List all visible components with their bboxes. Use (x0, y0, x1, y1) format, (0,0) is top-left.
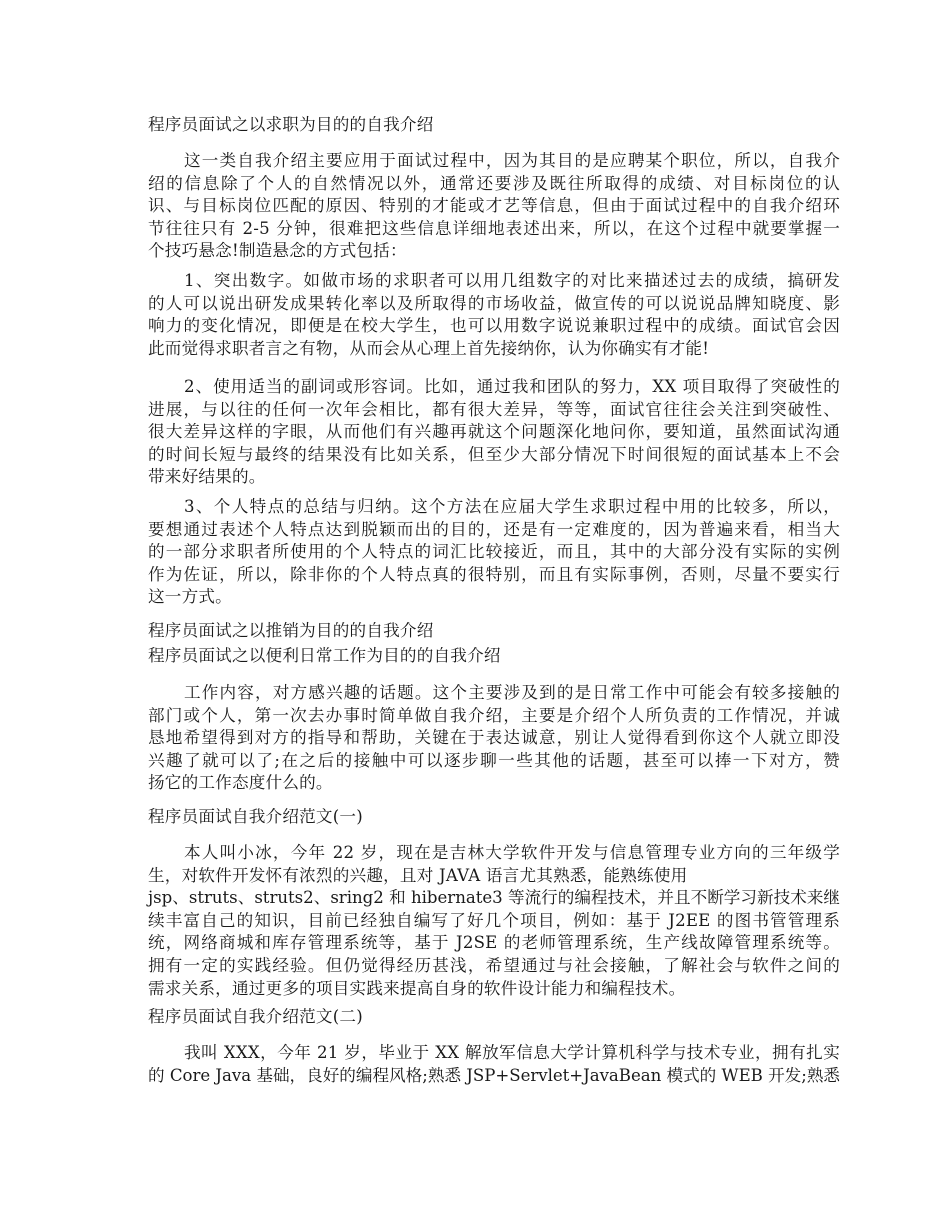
text-line: 1、突出数字。如做市场的求职者可以用几组数字的对比来描述过去的成绩，搞研发 (184, 271, 840, 290)
section-heading-sample-one: 程序员面试自我介绍范文(一) (148, 807, 363, 826)
text-line: 带来好结果的。 (148, 467, 266, 487)
text-line: 个技巧悬念!制造悬念的方式包括： (148, 241, 407, 261)
text-line: 工作内容，对方感兴趣的话题。这个主要涉及到的是日常工作中可能会有较多接触的 (184, 683, 840, 702)
text-line: 的 Core Java 基础，良好的编程风格;熟悉 JSP+Servlet+JavaBean 模式的 WEB 开发;熟悉 (148, 1065, 840, 1085)
text-line: 3、个人特点的总结与归纳。这个方法在应届大学生求职过程中用的比较多，所以， (184, 497, 840, 516)
section-heading-sample-two: 程序员面试自我介绍范文(二) (148, 1007, 363, 1026)
text-line: 识、与目标岗位匹配的原因、特别的才能或才艺等信息，但由于面试过程中的自我介绍环 (148, 196, 840, 216)
paragraph-daily-work (112, 682, 840, 795)
text-line: 统，网络商城和库存管理系统等，基于 J2SE 的老师管理系统，生产线故障管理系统等。 (148, 933, 840, 953)
text-line: 2、使用适当的副词或形容词。比如，通过我和团队的努力，XX 项目取得了突破性的 (184, 377, 840, 396)
text-line: 我叫 XXX，今年 21 岁，毕业于 XX 解放军信息大学计算机科学与技术专业，拥有扎实 (184, 1043, 840, 1062)
paragraph-adjectives (112, 376, 840, 489)
text-line: 部门或个人，第一次去办事时简单做自我介绍，主要是介绍个人所负责的工作情况，并诚 (148, 705, 840, 725)
section-heading-job-seeking: 程序员面试之以求职为目的的自我介绍 (148, 115, 434, 134)
text-line: 进展，与以往的任何一次年会相比，都有很大差异，等等，面试官往往会关注到突破性、 (148, 399, 840, 419)
text-line: 生，对软件开发怀有浓烈的兴趣，且对 JAVA 语言尤其熟悉，能熟练使用 (148, 865, 688, 885)
text-line: 作为佐证，所以，除非你的个人特点真的很特别，而且有实际事例，否则，尽量不要实行 (148, 564, 840, 584)
text-line: 很大差异这样的字眼，从而他们有兴趣再就这个问题深化地问你，要知道，虽然面试沟通 (148, 422, 840, 442)
text-line: 拥有一定的实践经验。但仍觉得经历甚浅，希望通过与社会接触，了解社会与软件之间的 (148, 955, 840, 975)
text-line: 恳地希望得到对方的指导和帮助，关键在于表达诚意，别让人觉得看到你这个人就立即没 (148, 728, 840, 748)
text-line: 这一类自我介绍主要应用于面试过程中，因为其目的是应聘某个职位，所以，自我介 (184, 151, 840, 170)
text-line: 扬它的工作态度什么的。 (148, 773, 333, 793)
text-line: 绍的信息除了个人的自然情况以外，通常还要涉及既往所取得的成绩、对目标岗位的认 (148, 173, 840, 193)
text-line: 要想通过表述个人特点达到脱颖而出的目的，还是有一定难度的，因为普遍来看，相当大 (148, 519, 840, 539)
text-line: 续丰富自己的知识，目前已经独自编写了好几个项目，例如：基于 J2EE 的图书管管理系 (148, 910, 840, 930)
text-line: 的一部分求职者所使用的个人特点的词汇比较接近，而且，其中的大部分没有实际的实例 (148, 542, 840, 562)
text-line: 的人可以说出研发成果转化率以及所取得的市场收益，做宣传的可以说说品牌知晓度、影 (148, 293, 840, 313)
text-line: 响力的变化情况，即便是在校大学生，也可以用数字说说兼职过程中的成绩。面试官会因 (148, 316, 840, 336)
text-line: 本人叫小冰，今年 22 岁，现在是吉林大学软件开发与信息管理专业方向的三年级学 (184, 843, 840, 862)
section-heading-daily-work: 程序员面试之以便利日常工作为目的的自我介绍 (148, 646, 501, 665)
text-line: 的时间长短与最终的结果没有比如关系，但至少大部分情况下时间很短的面试基本上不会 (148, 444, 840, 464)
document-page (112, 0, 840, 1230)
paragraph-numbers (112, 270, 840, 360)
text-line: jsp、struts、struts2、sring2 和 hibernate3 等流行的编程技术，并且不断学习新技术来继 (148, 888, 840, 908)
paragraph-sample-one (112, 842, 840, 1000)
text-line: 兴趣了就可以了;在之后的接触中可以逐步聊一些其他的话题，甚至可以捧一下对方，赞 (148, 750, 840, 770)
paragraph-intro (112, 150, 840, 263)
paragraph-personal-traits (112, 496, 840, 609)
text-line: 此而觉得求职者言之有物，从而会从心理上首先接纳你，认为你确实有才能! (148, 338, 710, 358)
paragraph-sample-two (112, 1042, 840, 1087)
text-line: 需求关系，通过更多的项目实践来提高自身的软件设计能力和编程技术。 (148, 978, 686, 998)
section-heading-promotion: 程序员面试之以推销为目的的自我介绍 (148, 621, 434, 640)
text-line: 节往往只有 2-5 分钟，很难把这些信息详细地表述出来，所以，在这个过程中就要掌握一 (148, 218, 840, 238)
text-line: 这一方式。 (148, 587, 232, 607)
